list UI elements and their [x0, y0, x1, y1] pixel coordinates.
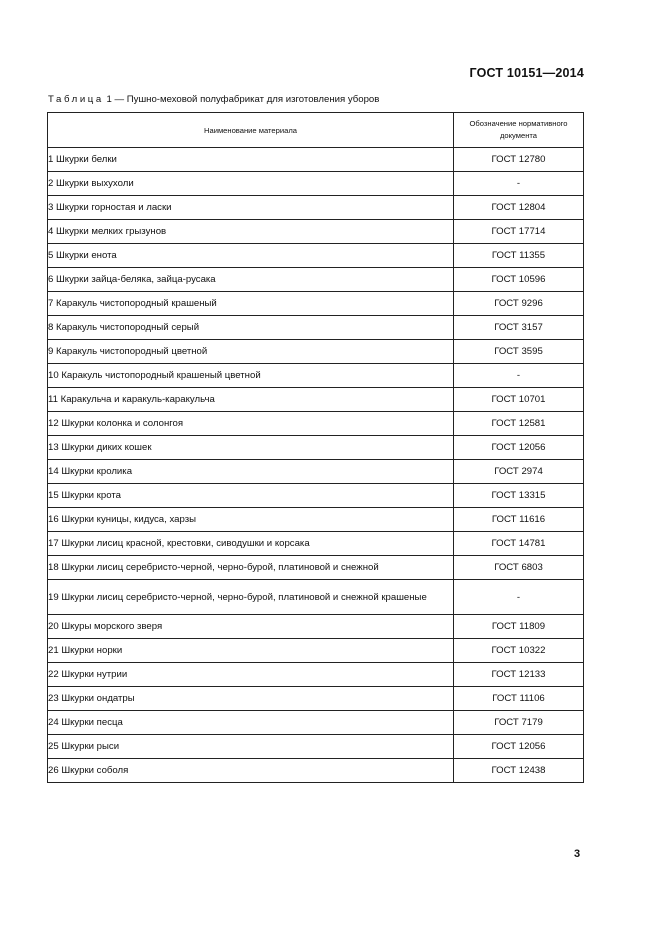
- material-name-cell: 1 Шкурки белки: [48, 148, 454, 172]
- material-name-cell: 12 Шкурки колонка и солонгоя: [48, 412, 454, 436]
- document-code-cell: ГОСТ 11616: [454, 508, 584, 532]
- document-code-cell: ГОСТ 7179: [454, 711, 584, 735]
- table-row: [48, 316, 584, 340]
- material-name-cell: 3 Шкурки горностая и ласки: [48, 196, 454, 220]
- column-header-document: Обозначение нормативного документа: [454, 113, 584, 148]
- material-name-cell: 14 Шкурки кролика: [48, 460, 454, 484]
- document-code-cell: ГОСТ 11106: [454, 687, 584, 711]
- material-name-cell: 18 Шкурки лисиц серебристо-черной, черно-бурой, платиновой и снежной: [48, 556, 454, 580]
- document-code-cell: ГОСТ 14781: [454, 532, 584, 556]
- table-row: [48, 532, 584, 556]
- table-caption-text: 1 — Пушно-меховой полуфабрикат для изготовления уборов: [106, 94, 380, 105]
- table-row: [48, 639, 584, 663]
- document-code-cell: ГОСТ 12438: [454, 759, 584, 783]
- document-code-cell: ГОСТ 12581: [454, 412, 584, 436]
- material-name-cell: 21 Шкурки норки: [48, 639, 454, 663]
- document-code-cell: -: [454, 580, 584, 615]
- column-header-material: Наименование материала: [48, 113, 454, 148]
- table-row: [48, 759, 584, 783]
- document-code-cell: ГОСТ 2974: [454, 460, 584, 484]
- material-name-cell: 19 Шкурки лисиц серебристо-черной, черно-бурой, платиновой и снежной крашеные: [48, 580, 454, 615]
- table-row: [48, 615, 584, 639]
- table-body: [48, 148, 584, 783]
- materials-table: [47, 112, 584, 783]
- table-header-row: [48, 113, 584, 148]
- table-row: [48, 244, 584, 268]
- material-name-cell: 7 Каракуль чистопородный крашеный: [48, 292, 454, 316]
- material-name-cell: 13 Шкурки диких кошек: [48, 436, 454, 460]
- table-row: [48, 148, 584, 172]
- table-row: [48, 508, 584, 532]
- document-code-cell: ГОСТ 3157: [454, 316, 584, 340]
- material-name-cell: 22 Шкурки нутрии: [48, 663, 454, 687]
- material-name-cell: 23 Шкурки ондатры: [48, 687, 454, 711]
- document-code-cell: ГОСТ 17714: [454, 220, 584, 244]
- table-row: [48, 711, 584, 735]
- material-name-cell: 8 Каракуль чистопородный серый: [48, 316, 454, 340]
- table-row: [48, 268, 584, 292]
- document-code-cell: ГОСТ 6803: [454, 556, 584, 580]
- page-number: 3: [574, 848, 581, 860]
- material-name-cell: 11 Каракульча и каракуль-каракульча: [48, 388, 454, 412]
- material-name-cell: 9 Каракуль чистопородный цветной: [48, 340, 454, 364]
- table-row: [48, 484, 584, 508]
- document-code-cell: ГОСТ 9296: [454, 292, 584, 316]
- material-name-cell: 17 Шкурки лисиц красной, крестовки, сиводушки и корсака: [48, 532, 454, 556]
- table-row: [48, 580, 584, 615]
- material-name-cell: 20 Шкуры морского зверя: [48, 615, 454, 639]
- document-code-cell: ГОСТ 10596: [454, 268, 584, 292]
- table-row: [48, 556, 584, 580]
- table-row: [48, 220, 584, 244]
- document-code-cell: ГОСТ 12133: [454, 663, 584, 687]
- table-row: [48, 687, 584, 711]
- table-caption: [48, 94, 379, 105]
- material-name-cell: 2 Шкурки выхухоли: [48, 172, 454, 196]
- material-name-cell: 6 Шкурки зайца-беляка, зайца-русака: [48, 268, 454, 292]
- table-row: [48, 663, 584, 687]
- table-row: [48, 735, 584, 759]
- material-name-cell: 16 Шкурки куницы, кидуса, харзы: [48, 508, 454, 532]
- document-code-cell: ГОСТ 10322: [454, 639, 584, 663]
- table-row: [48, 196, 584, 220]
- document-code-cell: ГОСТ 11355: [454, 244, 584, 268]
- table-row: [48, 388, 584, 412]
- material-name-cell: 26 Шкурки соболя: [48, 759, 454, 783]
- table-row: [48, 436, 584, 460]
- document-code-cell: ГОСТ 13315: [454, 484, 584, 508]
- material-name-cell: 24 Шкурки песца: [48, 711, 454, 735]
- document-code-cell: ГОСТ 11809: [454, 615, 584, 639]
- material-name-cell: 4 Шкурки мелких грызунов: [48, 220, 454, 244]
- document-code-cell: ГОСТ 12056: [454, 436, 584, 460]
- table-row: [48, 364, 584, 388]
- material-name-cell: 25 Шкурки рыси: [48, 735, 454, 759]
- material-name-cell: 15 Шкурки крота: [48, 484, 454, 508]
- document-code-cell: ГОСТ 10701: [454, 388, 584, 412]
- document-code-cell: ГОСТ 12780: [454, 148, 584, 172]
- table-row: [48, 412, 584, 436]
- document-code-cell: -: [454, 364, 584, 388]
- document-code-cell: ГОСТ 3595: [454, 340, 584, 364]
- material-name-cell: 10 Каракуль чистопородный крашеный цветной: [48, 364, 454, 388]
- document-code: ГОСТ 10151—2014: [469, 66, 584, 80]
- table-row: [48, 340, 584, 364]
- table-row: [48, 460, 584, 484]
- table-caption-label: Таблица: [48, 94, 104, 105]
- document-code-cell: -: [454, 172, 584, 196]
- document-code-cell: ГОСТ 12804: [454, 196, 584, 220]
- table-row: [48, 172, 584, 196]
- material-name-cell: 5 Шкурки енота: [48, 244, 454, 268]
- document-code-cell: ГОСТ 12056: [454, 735, 584, 759]
- table-row: [48, 292, 584, 316]
